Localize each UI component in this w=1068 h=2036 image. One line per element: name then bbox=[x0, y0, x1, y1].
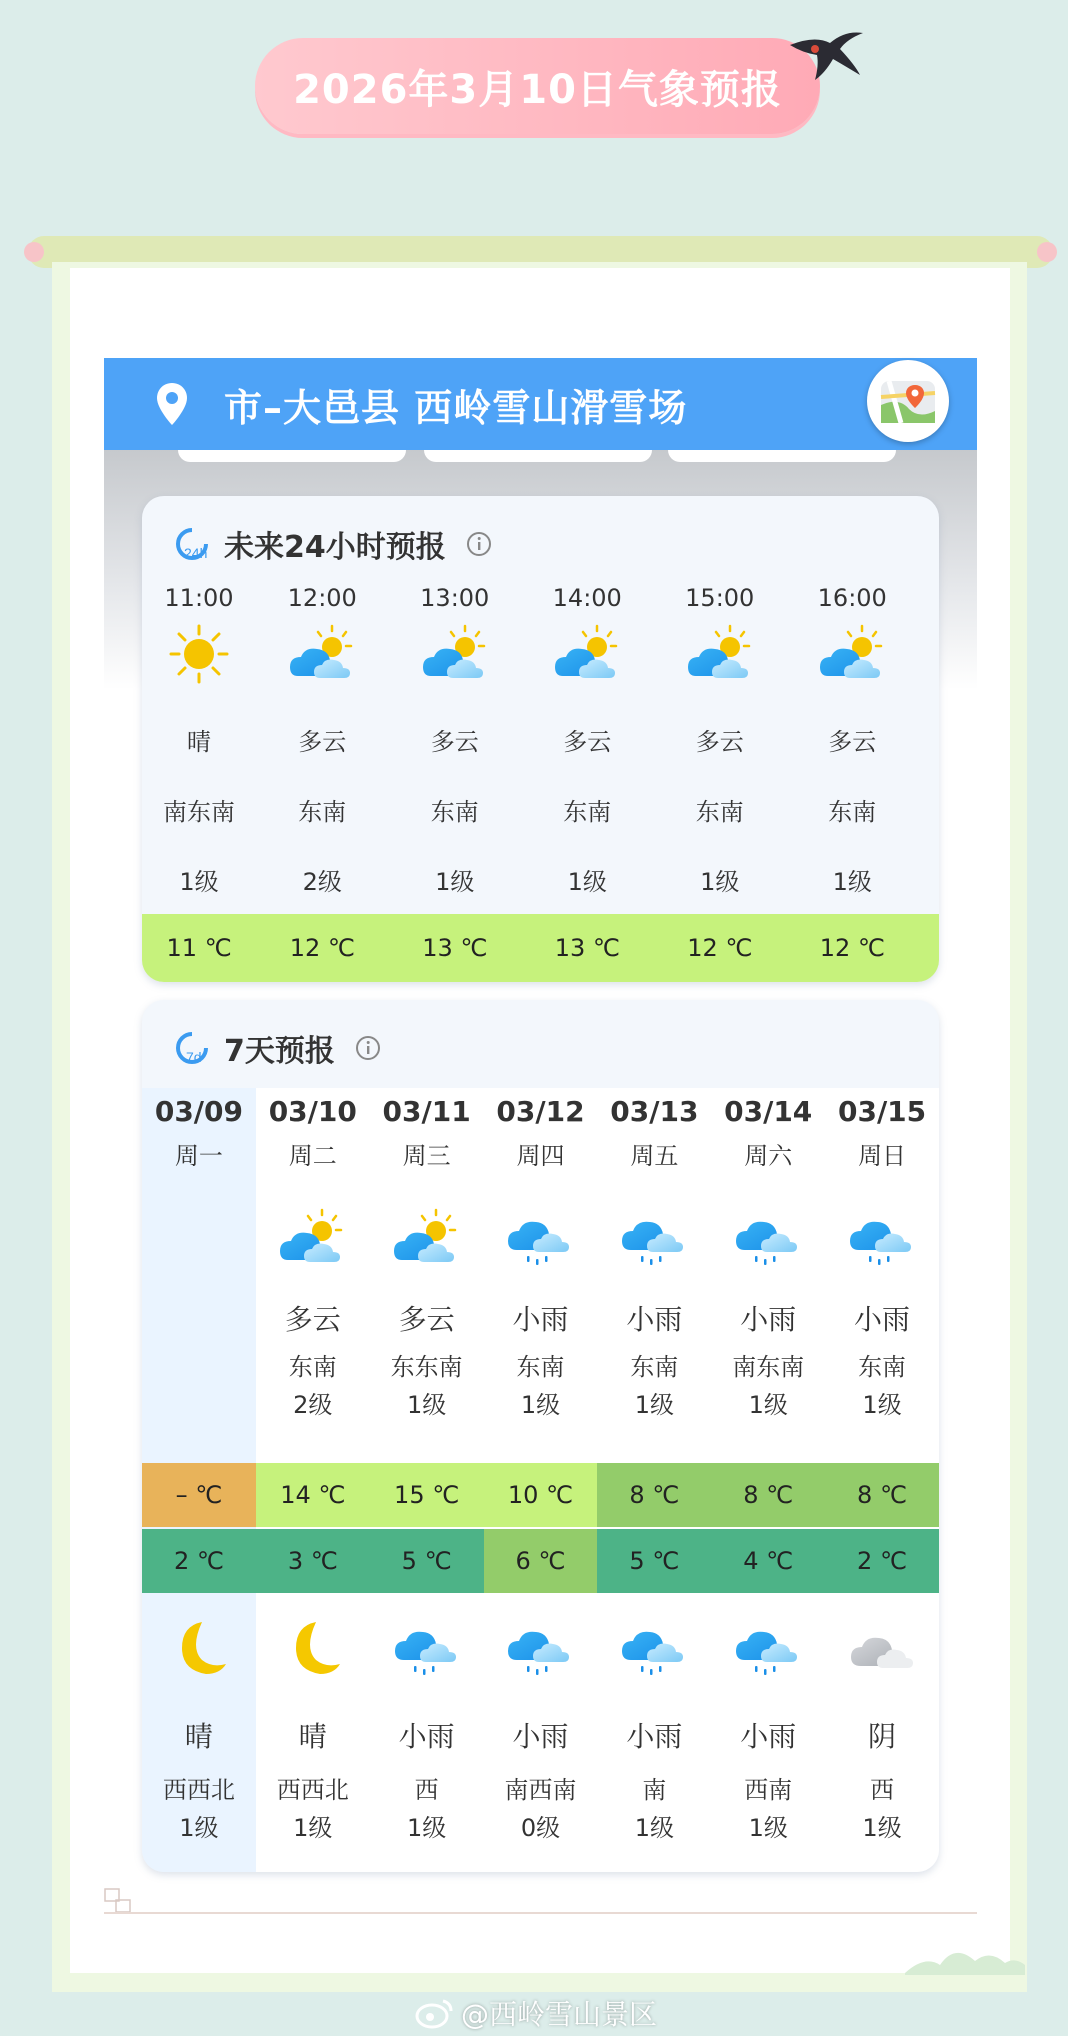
day-icon-slot bbox=[597, 1188, 711, 1288]
hourly-wind-levels bbox=[142, 862, 939, 897]
day-icon-slot bbox=[711, 1188, 825, 1288]
day-wind-level: 1级 bbox=[748, 1391, 788, 1419]
day-low-temp: 5 ℃ bbox=[370, 1529, 484, 1593]
night-column bbox=[256, 1593, 370, 1847]
day-column bbox=[256, 1088, 370, 1424]
hourly-card-header bbox=[172, 522, 492, 566]
night-condition: 小雨 bbox=[740, 1720, 797, 1753]
watermark-text: @西岭雪山景区 bbox=[461, 1998, 658, 2031]
day-icon-slot bbox=[256, 1188, 370, 1288]
page-title: 2026年3月10日气象预报 bbox=[293, 66, 782, 113]
night-condition: 小雨 bbox=[398, 1720, 455, 1753]
day-wind-dir: 东南 bbox=[516, 1353, 565, 1381]
night-condition: 阴 bbox=[868, 1720, 897, 1753]
hour-cond: 多云 bbox=[430, 728, 479, 756]
rain-icon bbox=[619, 1206, 689, 1270]
day-column bbox=[825, 1088, 939, 1424]
night-icon-slot bbox=[711, 1593, 825, 1703]
hour-wind-level: 1级 bbox=[435, 868, 475, 896]
night-wind-dir: 西 bbox=[870, 1776, 895, 1804]
partly-cloudy-icon bbox=[288, 622, 356, 686]
night-column bbox=[484, 1593, 598, 1847]
day-weekday: 周五 bbox=[630, 1142, 679, 1170]
hour-temp: 13 ℃ bbox=[554, 934, 620, 962]
hour-temp: 13 ℃ bbox=[422, 934, 488, 962]
night-wind-level: 1级 bbox=[862, 1814, 902, 1842]
day-wind-level: 1级 bbox=[520, 1391, 561, 1419]
hour-time: 16:00 bbox=[817, 584, 887, 612]
day-wind-level: 2级 bbox=[293, 1391, 333, 1419]
day-high-temp: 14 ℃ bbox=[256, 1463, 370, 1527]
day-weekday: 周六 bbox=[744, 1142, 793, 1170]
hour-time: 13:00 bbox=[420, 584, 490, 612]
day-high-temp: 15 ℃ bbox=[370, 1463, 484, 1527]
map-button[interactable] bbox=[867, 360, 949, 442]
weibo-icon bbox=[415, 1997, 455, 2029]
night-icon-slot bbox=[256, 1593, 370, 1703]
hourly-title: 未来24小时预报 bbox=[224, 530, 446, 565]
day-condition: 小雨 bbox=[626, 1303, 683, 1336]
daily-title: 7天预报 bbox=[224, 1034, 335, 1069]
rain-icon bbox=[847, 1206, 917, 1270]
day-condition: 小雨 bbox=[740, 1303, 797, 1336]
svg-text:24h: 24h bbox=[184, 545, 208, 561]
hour-time: 12:00 bbox=[287, 584, 357, 612]
day-weekday: 周一 bbox=[174, 1142, 223, 1170]
daily-card-header bbox=[172, 1026, 381, 1070]
svg-text:7d: 7d bbox=[186, 1049, 202, 1065]
day-low-temp: 3 ℃ bbox=[256, 1529, 370, 1593]
location-name: 市–大邑县 西岭雪山滑雪场 bbox=[224, 385, 688, 430]
rain-icon bbox=[505, 1616, 575, 1680]
day-condition: 小雨 bbox=[854, 1303, 911, 1336]
night-icon-slot bbox=[370, 1593, 484, 1703]
day-date: 03/13 bbox=[610, 1095, 699, 1128]
hour-temp: 12 ℃ bbox=[289, 934, 355, 962]
night-condition: 晴 bbox=[184, 1720, 213, 1753]
day-icon-slot bbox=[825, 1188, 939, 1288]
day-date: 03/15 bbox=[837, 1095, 927, 1128]
hour-temp: 12 ℃ bbox=[819, 934, 885, 962]
night-condition: 晴 bbox=[298, 1720, 327, 1753]
night-wind-level: 1级 bbox=[748, 1814, 788, 1842]
rain-icon bbox=[619, 1616, 689, 1680]
swallow-icon bbox=[785, 25, 865, 95]
day-high-temp: 8 ℃ bbox=[597, 1463, 711, 1527]
night-wind-dir: 西西北 bbox=[162, 1776, 235, 1804]
day-high-temp: 8 ℃ bbox=[711, 1463, 825, 1527]
day-low-temp: 2 ℃ bbox=[142, 1529, 256, 1593]
day-column bbox=[142, 1088, 256, 1348]
day-low-temp: 2 ℃ bbox=[825, 1529, 939, 1593]
hour-time: 14:00 bbox=[552, 584, 622, 612]
partly-cloudy-icon bbox=[686, 622, 754, 686]
night-wind-level: 1级 bbox=[406, 1814, 447, 1842]
hour-wind-dir: 东南 bbox=[430, 798, 479, 826]
night-wind-level: 0级 bbox=[520, 1814, 561, 1842]
hourly-conds bbox=[142, 722, 939, 757]
hour-temp: 11 ℃ bbox=[166, 934, 232, 962]
location-header bbox=[104, 358, 977, 450]
day-low-temp: 6 ℃ bbox=[484, 1529, 598, 1593]
hourly-forecast-card bbox=[142, 496, 939, 982]
partly-cloudy-icon bbox=[392, 1206, 462, 1270]
hourly-icons bbox=[142, 622, 939, 692]
hourly-times bbox=[142, 584, 939, 612]
night-icon-slot bbox=[597, 1593, 711, 1703]
day-column bbox=[484, 1088, 598, 1424]
hour-cond: 多云 bbox=[563, 728, 612, 756]
corner-decoration bbox=[104, 1888, 134, 1914]
title-banner bbox=[255, 38, 820, 134]
day-wind-level: 1级 bbox=[406, 1391, 447, 1419]
night-column bbox=[370, 1593, 484, 1847]
calendar-7d-icon bbox=[172, 1030, 214, 1066]
partly-cloudy-icon bbox=[553, 622, 621, 686]
hourly-wind-dirs bbox=[142, 792, 939, 827]
day-weekday: 周日 bbox=[858, 1142, 907, 1170]
hour-wind-dir: 东南 bbox=[695, 798, 744, 826]
day-weekday: 周二 bbox=[288, 1142, 337, 1170]
day-high-temp: 10 ℃ bbox=[484, 1463, 598, 1527]
night-wind-level: 1级 bbox=[293, 1814, 333, 1842]
night-wind-level: 1级 bbox=[179, 1814, 219, 1842]
hour-wind-dir: 东南 bbox=[298, 798, 347, 826]
night-wind-dir: 南西南 bbox=[504, 1776, 577, 1804]
day-condition: 多云 bbox=[398, 1303, 455, 1336]
cloudy-icon bbox=[847, 1616, 917, 1680]
night-condition: 小雨 bbox=[626, 1720, 683, 1753]
partly-cloudy-icon bbox=[818, 622, 886, 686]
daily-forecast-card bbox=[142, 1000, 939, 1872]
sun-icon bbox=[167, 622, 231, 686]
day-weekday: 周三 bbox=[402, 1142, 451, 1170]
hour-cond: 多云 bbox=[298, 728, 347, 756]
day-wind-dir: 东东南 bbox=[390, 1353, 463, 1381]
map-icon bbox=[879, 375, 937, 427]
day-date: 03/10 bbox=[268, 1095, 357, 1128]
watermark bbox=[415, 1993, 657, 2033]
night-icon-slot bbox=[142, 1593, 256, 1703]
night-column bbox=[825, 1593, 939, 1847]
night-wind-dir: 南 bbox=[642, 1776, 667, 1804]
hour-time: 11:00 bbox=[164, 584, 234, 612]
rain-icon bbox=[392, 1616, 462, 1680]
hour-cond: 多云 bbox=[828, 728, 877, 756]
night-wind-level: 1级 bbox=[634, 1814, 674, 1842]
low-temp-band bbox=[142, 1529, 939, 1593]
night-wind-dir: 西 bbox=[414, 1776, 439, 1804]
hour-cond: 多云 bbox=[695, 728, 744, 756]
info-icon[interactable] bbox=[466, 531, 492, 557]
hill-decoration bbox=[905, 1935, 1025, 1975]
bottom-divider bbox=[104, 1912, 977, 1914]
hour-time: 15:00 bbox=[685, 584, 755, 612]
night-condition: 小雨 bbox=[512, 1720, 569, 1753]
high-temp-band bbox=[142, 1463, 939, 1527]
clock-24h-icon bbox=[172, 526, 214, 562]
day-condition: 小雨 bbox=[512, 1303, 569, 1336]
day-wind-dir: 东南 bbox=[630, 1353, 679, 1381]
hour-temp: 12 ℃ bbox=[687, 934, 753, 962]
day-wind-dir: 南东南 bbox=[732, 1353, 805, 1381]
hour-wind-dir: 东南 bbox=[828, 798, 877, 826]
night-column bbox=[597, 1593, 711, 1847]
day-column bbox=[370, 1088, 484, 1424]
day-condition bbox=[142, 1288, 256, 1348]
day-date: 03/12 bbox=[496, 1095, 585, 1128]
day-date: 03/14 bbox=[724, 1095, 813, 1128]
hour-wind-level: 2级 bbox=[302, 868, 342, 896]
night-icon-slot bbox=[825, 1593, 939, 1703]
hour-wind-level: 1级 bbox=[567, 868, 607, 896]
day-weekday: 周四 bbox=[516, 1142, 565, 1170]
info-icon[interactable] bbox=[355, 1035, 381, 1061]
day-column bbox=[711, 1088, 825, 1424]
day-high-temp: 8 ℃ bbox=[825, 1463, 939, 1527]
day-column bbox=[597, 1088, 711, 1424]
hour-wind-level: 1级 bbox=[700, 868, 740, 896]
day-date: 03/11 bbox=[382, 1095, 471, 1128]
day-icon-slot bbox=[484, 1188, 598, 1288]
partly-cloudy-icon bbox=[278, 1206, 348, 1270]
hour-wind-level: 1级 bbox=[832, 868, 872, 896]
day-wind-level: 1级 bbox=[634, 1391, 674, 1419]
night-column bbox=[142, 1593, 256, 1847]
day-low-temp: 4 ℃ bbox=[711, 1529, 825, 1593]
day-high-temp: – ℃ bbox=[142, 1463, 256, 1527]
hourly-temp-strip bbox=[142, 914, 939, 982]
rain-icon bbox=[733, 1616, 803, 1680]
night-wind-dir: 西南 bbox=[744, 1776, 793, 1804]
hour-wind-dir: 东南 bbox=[563, 798, 612, 826]
night-wind-dir: 西西北 bbox=[276, 1776, 349, 1804]
day-wind-dir: 东南 bbox=[858, 1353, 907, 1381]
hour-wind-level: 1级 bbox=[179, 868, 219, 896]
hour-wind-dir: 南东南 bbox=[163, 798, 235, 826]
day-date: 03/09 bbox=[154, 1095, 243, 1128]
location-pin-icon bbox=[154, 381, 190, 427]
night-icon-slot bbox=[484, 1593, 598, 1703]
hour-cond: 晴 bbox=[187, 728, 211, 756]
moon-icon bbox=[278, 1616, 348, 1680]
rain-icon bbox=[505, 1206, 575, 1270]
rain-icon bbox=[733, 1206, 803, 1270]
day-wind-level: 1级 bbox=[862, 1391, 902, 1419]
night-column bbox=[711, 1593, 825, 1847]
day-condition: 多云 bbox=[284, 1303, 341, 1336]
day-low-temp: 5 ℃ bbox=[597, 1529, 711, 1593]
day-wind-dir: 东南 bbox=[288, 1353, 337, 1381]
day-icon-slot bbox=[142, 1188, 256, 1288]
moon-icon bbox=[164, 1616, 234, 1680]
partly-cloudy-icon bbox=[421, 622, 489, 686]
day-icon-slot bbox=[370, 1188, 484, 1288]
